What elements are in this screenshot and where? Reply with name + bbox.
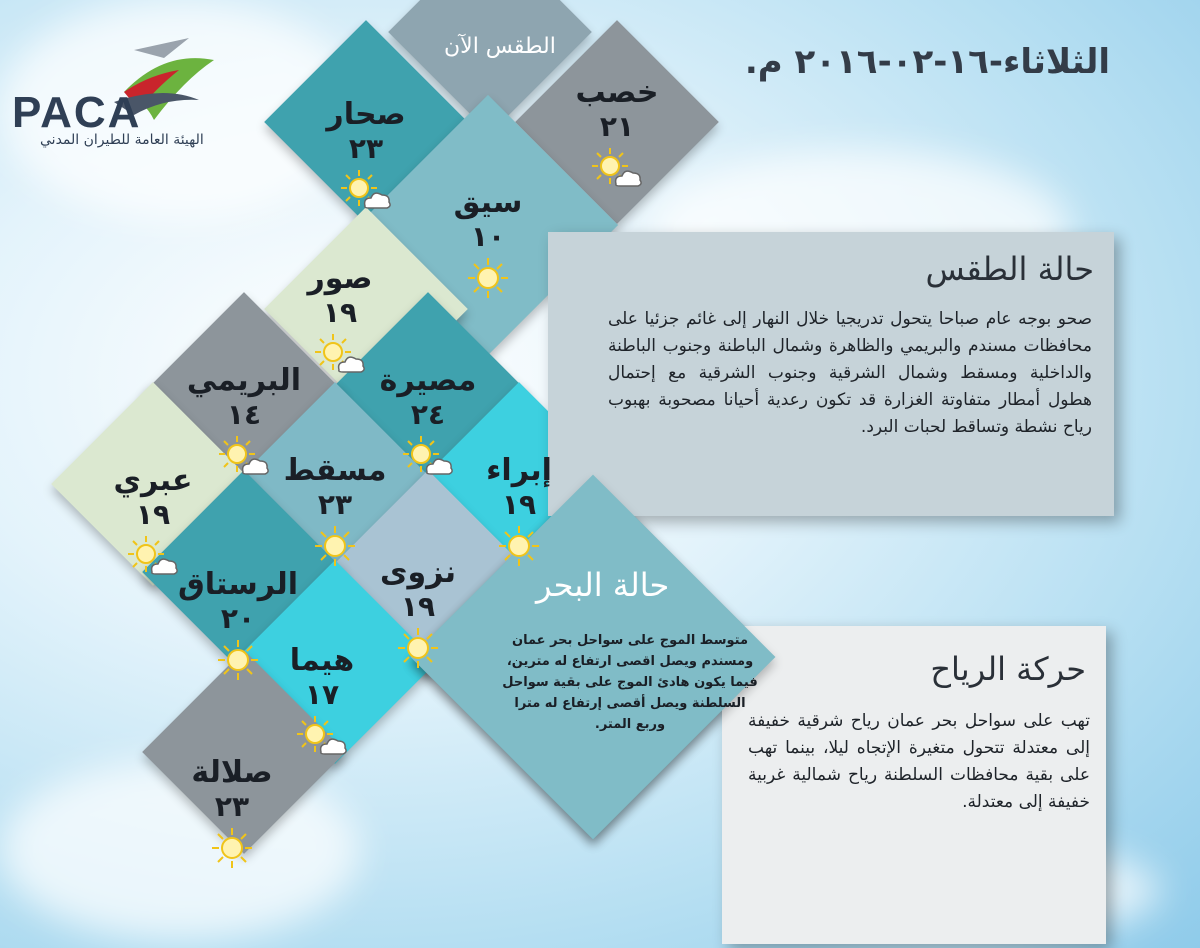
city-temp: ١٤ (226, 398, 262, 431)
city-khasab (537, 76, 697, 190)
city-haima (242, 644, 402, 758)
logo-wordmark: PACA (12, 88, 142, 137)
city-name: مسقط (283, 453, 387, 488)
city-salalah (152, 756, 312, 870)
city-name: البريمي (186, 363, 302, 398)
city-temp: ١٠ (470, 220, 506, 253)
city-temp: ١٧ (304, 678, 340, 711)
city-name: صلالة (191, 755, 273, 790)
wind-title: حركة الرياح (930, 650, 1086, 688)
city-name: هيما (289, 643, 355, 678)
date-heading: الثلاثاء-١٦-٠٢-٢٠١٦ م. (744, 42, 1110, 82)
city-temp: ١٩ (400, 590, 436, 623)
city-name: سيق (453, 185, 523, 220)
sun-cloud-icon (590, 146, 644, 190)
city-name: مصيرة (379, 363, 477, 398)
sun-cloud-icon (295, 714, 349, 758)
city-name: نزوى (379, 555, 457, 590)
sun-icon (466, 256, 510, 300)
wind-description: تهب على سواحل بحر عمان رياح شرقية خفيفة إلى معتدلة تتحول متغيرة الإتجاه ليلا، بينما تهب على بقية محافظات السلطنة رياح شمالية غربية خفيفة إلى معتدلة. (748, 711, 1090, 812)
wind-panel (722, 626, 1106, 944)
weather-panel (548, 232, 1114, 516)
city-temp: ٢٣ (214, 790, 250, 823)
city-temp: ٢٣ (317, 488, 353, 521)
sea-description: متوسط الموج على سواحل بحر عمان ومسندم ويصل اقصى ارتفاع له مترين، فيما يكون هادئ الموج على بقية سواحل السلطنة ويصل أقصى إرتفاع له مترا وربع المتر. (502, 633, 758, 732)
logo-subtitle: الهيئة العامة للطيران المدني (40, 132, 204, 148)
now-label: الطقس الآن (444, 34, 556, 59)
weather-description: صحو بوجه عام صباحا يتحول تدريجيا خلال النهار إلى غائم جزئيا على محافظات مسندم والبريمي والظاهرة وشمال الباطنة وجنوب الباطنة والداخلية ومسقط وشمال الشرقية وجنوب الشرقية مع إحتمال هطول أمطار متفاوتة الغزارة قد تكون رعدية أحيانا مصحوبة بهبوب رياح نشطة وتساقط لحبات البرد. (608, 309, 1092, 437)
city-name: إبراء (486, 453, 552, 488)
city-temp: ١٩ (501, 488, 537, 521)
city-temp: ٢٠ (220, 602, 256, 635)
sea-title: حالة البحر (536, 566, 670, 604)
city-temp: ١٩ (135, 498, 171, 531)
sun-icon (396, 626, 440, 670)
city-muscat (255, 454, 415, 568)
city-temp: ٢٤ (410, 398, 446, 431)
city-ibri (73, 464, 233, 578)
city-temp: ٢٣ (348, 132, 384, 165)
city-name: خصب (575, 75, 659, 110)
city-name: صحار (326, 97, 406, 132)
city-saiq (408, 186, 568, 300)
city-temp: ١٩ (322, 296, 358, 329)
city-temp: ٢١ (599, 110, 635, 143)
sun-cloud-icon (339, 168, 393, 212)
city-name: صور (307, 261, 373, 296)
weather-title: حالة الطقس (925, 250, 1094, 288)
city-sur (260, 262, 420, 376)
sun-icon (210, 826, 254, 870)
city-ibra (439, 454, 599, 568)
city-name: عبري (113, 463, 193, 498)
sun-icon (497, 524, 541, 568)
city-name: الرستاق (177, 567, 299, 602)
